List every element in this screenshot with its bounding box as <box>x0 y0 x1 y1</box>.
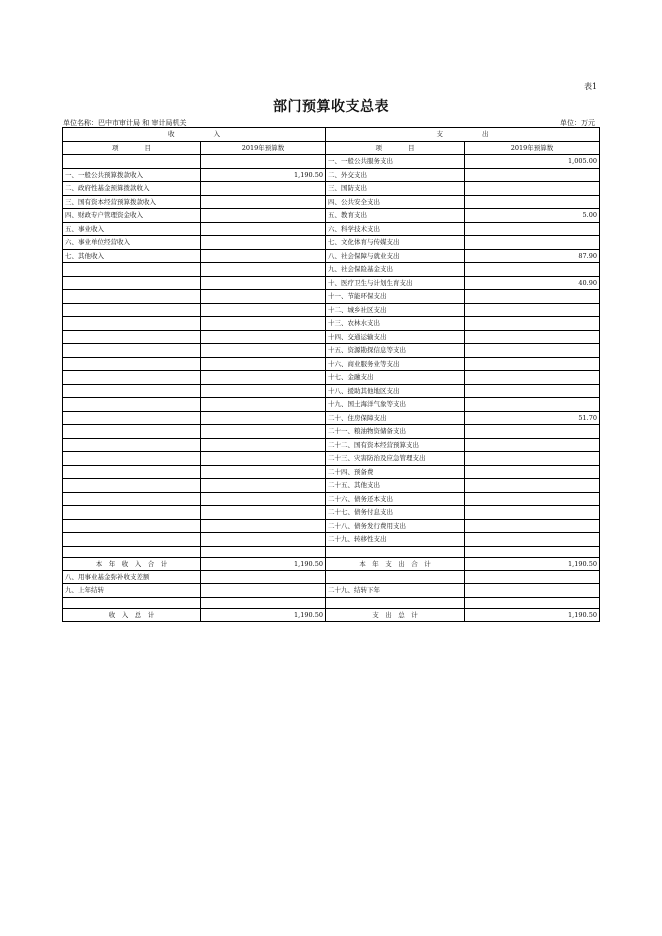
income-item-cell <box>63 276 201 290</box>
income-amount-cell <box>201 597 326 608</box>
income-item-cell <box>63 438 201 452</box>
income-item-cell <box>63 317 201 331</box>
expense-amount-cell <box>465 533 600 547</box>
income-item-cell <box>63 519 201 533</box>
income-amount-cell <box>201 357 326 371</box>
unit-label: 单位：万元 <box>560 119 595 127</box>
income-amount-cell <box>201 479 326 493</box>
table-row <box>63 546 600 557</box>
expense-amount-cell <box>465 290 600 304</box>
table-row <box>63 209 600 223</box>
table-row <box>63 317 600 331</box>
income-item-cell: 二、政府性基金预算拨款收入 <box>63 182 201 196</box>
expense-amount-cell <box>465 519 600 533</box>
table-row <box>63 438 600 452</box>
income-amount-cell <box>201 263 326 277</box>
income-amount-cell <box>201 249 326 263</box>
income-item-cell <box>63 303 201 317</box>
expense-total-amount: 1,190.50 <box>465 557 600 570</box>
table-row <box>63 249 600 263</box>
table-row <box>63 506 600 520</box>
income-item-cell <box>63 506 201 520</box>
income-amount-cell <box>201 438 326 452</box>
table-row <box>63 155 600 169</box>
year-total-row <box>63 557 600 570</box>
table-row <box>63 398 600 412</box>
income-amount-cell <box>201 371 326 385</box>
expense-amount-cell <box>465 344 600 358</box>
income-amount-cell <box>201 222 326 236</box>
income-item-cell: 四、财政专户管理资金收入 <box>63 209 201 223</box>
expense-item-cell: 十四、交通运输支出 <box>326 330 465 344</box>
table-number: 表1 <box>584 82 598 91</box>
expense-item-cell: 二十九、转移性支出 <box>326 533 465 547</box>
table-row <box>63 236 600 250</box>
expense-item-cell: 四、公共安全支出 <box>326 195 465 209</box>
expense-amount-cell <box>465 479 600 493</box>
table-row <box>63 330 600 344</box>
income-item-cell: 八、用事业基金弥补收支差额 <box>63 570 201 584</box>
expense-item-cell: 十七、金融支出 <box>326 371 465 385</box>
expense-item-cell: 二十七、债务付息支出 <box>326 506 465 520</box>
income-item-cell <box>63 330 201 344</box>
expense-item-cell <box>326 597 465 608</box>
income-amount-cell <box>201 195 326 209</box>
table-row <box>63 584 600 598</box>
expense-item-cell: 十一、节能环保支出 <box>326 290 465 304</box>
expense-amount-cell <box>465 425 600 439</box>
expense-amount-cell <box>465 546 600 557</box>
expense-amount-cell <box>465 597 600 608</box>
expense-amount-cell <box>465 222 600 236</box>
table-row <box>63 452 600 466</box>
expense-amount-cell <box>465 438 600 452</box>
income-amount-cell <box>201 506 326 520</box>
expense-amount-cell <box>465 263 600 277</box>
expense-item-cell: 十六、商业服务业等支出 <box>326 357 465 371</box>
table-row <box>63 492 600 506</box>
expense-amount-cell <box>465 357 600 371</box>
expense-item-cell: 二、外交支出 <box>326 168 465 182</box>
income-amount-cell <box>201 533 326 547</box>
expense-amount-cell <box>465 452 600 466</box>
table-row <box>63 263 600 277</box>
expense-item-cell: 三、国防支出 <box>326 182 465 196</box>
table-row <box>63 168 600 182</box>
income-budget-header: 2019年预算数 <box>201 141 326 155</box>
income-item-cell <box>63 398 201 412</box>
income-amount-cell <box>201 492 326 506</box>
table-row <box>63 222 600 236</box>
expense-amount-cell <box>465 570 600 584</box>
income-item-cell <box>63 425 201 439</box>
table-row <box>63 371 600 385</box>
expense-item-cell: 八、社会保障与就业支出 <box>326 249 465 263</box>
expense-header: 支 出 <box>326 128 600 142</box>
expense-item-cell: 二十八、债务发行费用支出 <box>326 519 465 533</box>
unit-name: 单位名称：巴中市审计局 和 审计局机关 <box>63 119 187 127</box>
income-item-cell <box>63 452 201 466</box>
income-amount-cell <box>201 465 326 479</box>
page-title: 部门预算收支总表 <box>273 99 389 115</box>
income-item-cell <box>63 411 201 425</box>
expense-item-cell: 一、一般公共服务支出 <box>326 155 465 169</box>
income-amount-cell: 1,190.50 <box>201 168 326 182</box>
expense-item-cell: 二十六、债务还本支出 <box>326 492 465 506</box>
income-amount-cell <box>201 276 326 290</box>
expense-item-cell: 五、教育支出 <box>326 209 465 223</box>
table-row <box>63 195 600 209</box>
income-amount-cell <box>201 303 326 317</box>
income-amount-cell <box>201 209 326 223</box>
table-row <box>63 182 600 196</box>
expense-item-cell: 二十一、粮油物资储备支出 <box>326 425 465 439</box>
income-grand-total-label: 收 入 总 计 <box>63 608 201 621</box>
expense-amount-cell <box>465 371 600 385</box>
income-total-amount: 1,190.50 <box>201 557 326 570</box>
table-header-columns <box>63 141 600 155</box>
income-item-cell: 三、国有资本经营预算拨款收入 <box>63 195 201 209</box>
expense-amount-cell <box>465 492 600 506</box>
expense-amount-cell: 40.90 <box>465 276 600 290</box>
expense-budget-header: 2019年预算数 <box>465 141 600 155</box>
income-amount-cell <box>201 584 326 598</box>
table-row <box>63 479 600 493</box>
income-item-cell: 七、其他收入 <box>63 249 201 263</box>
expense-amount-cell: 51.70 <box>465 411 600 425</box>
grand-total-row <box>63 608 600 621</box>
income-item-cell <box>63 479 201 493</box>
income-item-cell <box>63 155 201 169</box>
expense-amount-cell <box>465 303 600 317</box>
expense-item-cell: 七、文化体育与传媒支出 <box>326 236 465 250</box>
income-item-header: 项 目 <box>63 141 201 155</box>
table-row <box>63 597 600 608</box>
expense-item-cell: 二十九、结转下年 <box>326 584 465 598</box>
income-item-cell: 九、上年结转 <box>63 584 201 598</box>
expense-amount-cell: 87.90 <box>465 249 600 263</box>
expense-amount-cell <box>465 584 600 598</box>
income-item-cell <box>63 597 201 608</box>
table-row <box>63 303 600 317</box>
expense-item-cell: 二十四、预备费 <box>326 465 465 479</box>
expense-amount-cell <box>465 182 600 196</box>
income-item-cell <box>63 371 201 385</box>
table-row <box>63 290 600 304</box>
table-row <box>63 425 600 439</box>
expense-amount-cell <box>465 330 600 344</box>
expense-item-cell: 十三、农林水支出 <box>326 317 465 331</box>
table-row <box>63 570 600 584</box>
table-row <box>63 384 600 398</box>
expense-item-cell: 二十三、灾害防治及应急管理支出 <box>326 452 465 466</box>
expense-item-cell: 十八、援助其他地区支出 <box>326 384 465 398</box>
income-amount-cell <box>201 570 326 584</box>
income-amount-cell <box>201 330 326 344</box>
income-item-cell <box>63 344 201 358</box>
income-amount-cell <box>201 317 326 331</box>
income-item-cell: 五、事业收入 <box>63 222 201 236</box>
expense-amount-cell <box>465 506 600 520</box>
income-item-cell <box>63 465 201 479</box>
income-item-cell <box>63 384 201 398</box>
expense-item-cell: 十、医疗卫生与计划生育支出 <box>326 276 465 290</box>
expense-item-cell: 六、科学技术支出 <box>326 222 465 236</box>
expense-item-cell: 十五、资源勘探信息等支出 <box>326 344 465 358</box>
expense-item-cell: 二十五、其他支出 <box>326 479 465 493</box>
income-amount-cell <box>201 384 326 398</box>
table-row <box>63 519 600 533</box>
expense-item-cell <box>326 546 465 557</box>
income-item-cell <box>63 533 201 547</box>
expense-amount-cell <box>465 398 600 412</box>
income-amount-cell <box>201 546 326 557</box>
expense-item-cell <box>326 570 465 584</box>
income-item-cell: 六、事业单位经营收入 <box>63 236 201 250</box>
table-row <box>63 276 600 290</box>
income-item-cell <box>63 492 201 506</box>
income-amount-cell <box>201 425 326 439</box>
income-amount-cell <box>201 411 326 425</box>
expense-amount-cell <box>465 168 600 182</box>
income-amount-cell <box>201 452 326 466</box>
table-row <box>63 344 600 358</box>
table-header-group <box>63 128 600 142</box>
income-item-cell <box>63 290 201 304</box>
expense-item-cell: 二十二、国有资本经营预算支出 <box>326 438 465 452</box>
income-header: 收 入 <box>63 128 326 142</box>
expense-amount-cell <box>465 195 600 209</box>
expense-amount-cell: 5.00 <box>465 209 600 223</box>
expense-total-label: 本 年 支 出 合 计 <box>326 557 465 570</box>
expense-item-cell: 二十、住房保障支出 <box>326 411 465 425</box>
expense-amount-cell <box>465 236 600 250</box>
income-amount-cell <box>201 236 326 250</box>
expense-grand-total-amount: 1,190.50 <box>465 608 600 621</box>
income-amount-cell <box>201 398 326 412</box>
table-row <box>63 533 600 547</box>
table-row <box>63 465 600 479</box>
expense-item-cell: 十二、城乡社区支出 <box>326 303 465 317</box>
expense-amount-cell <box>465 465 600 479</box>
expense-grand-total-label: 支 出 总 计 <box>326 608 465 621</box>
income-item-cell: 一、一般公共预算拨款收入 <box>63 168 201 182</box>
expense-amount-cell <box>465 317 600 331</box>
income-amount-cell <box>201 182 326 196</box>
table-row <box>63 411 600 425</box>
income-item-cell <box>63 263 201 277</box>
expense-amount-cell <box>465 384 600 398</box>
income-total-label: 本 年 收 入 合 计 <box>63 557 201 570</box>
expense-amount-cell: 1,005.00 <box>465 155 600 169</box>
budget-table <box>62 127 600 622</box>
expense-item-cell: 九、社会保险基金支出 <box>326 263 465 277</box>
table-row <box>63 357 600 371</box>
income-amount-cell <box>201 344 326 358</box>
income-amount-cell <box>201 519 326 533</box>
expense-item-header: 项 目 <box>326 141 465 155</box>
income-amount-cell <box>201 155 326 169</box>
income-amount-cell <box>201 290 326 304</box>
income-grand-total-amount: 1,190.50 <box>201 608 326 621</box>
expense-item-cell: 十九、国土海洋气象等支出 <box>326 398 465 412</box>
income-item-cell <box>63 546 201 557</box>
income-item-cell <box>63 357 201 371</box>
